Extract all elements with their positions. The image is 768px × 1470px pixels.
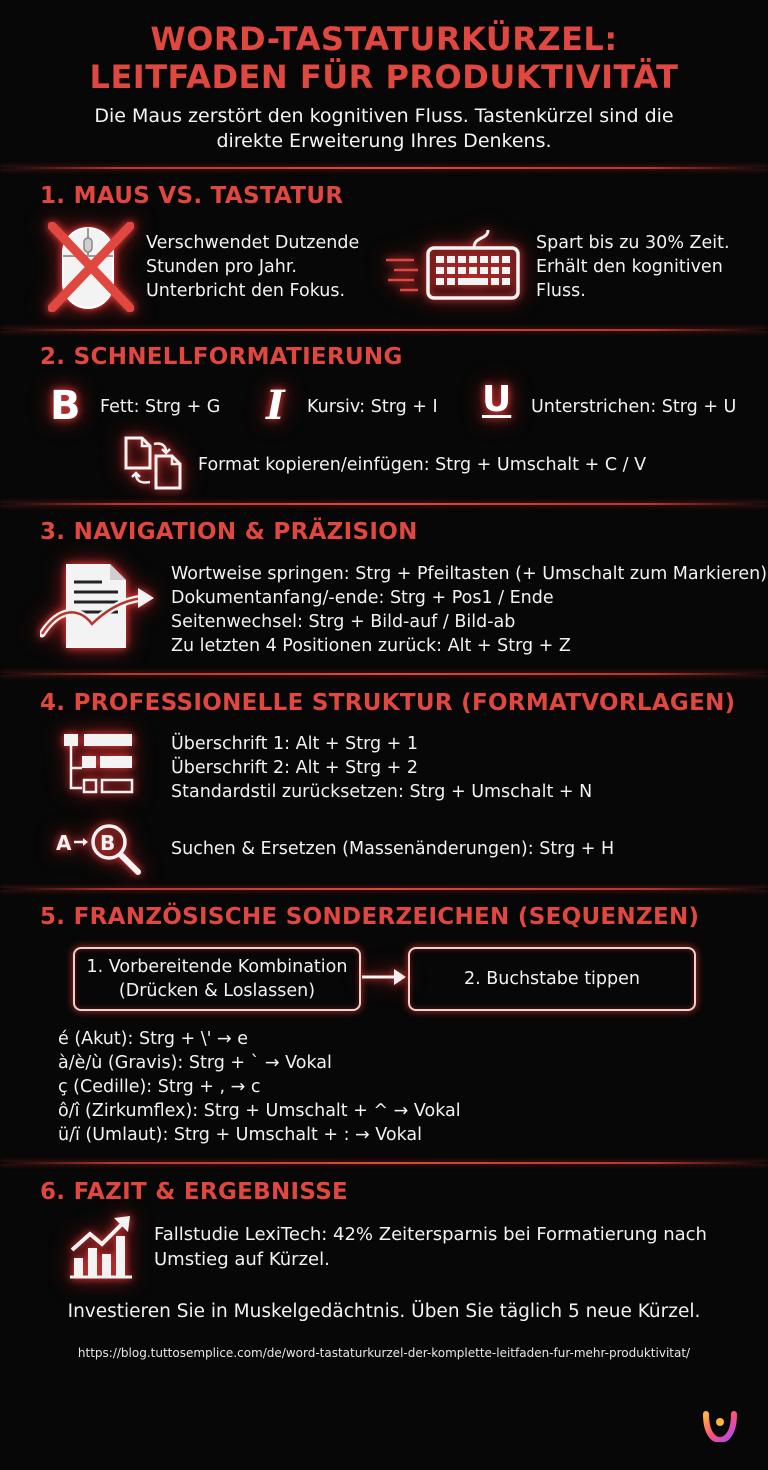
step-1-line-1: 1. Vorbereitende Kombination (86, 957, 348, 977)
growth-chart-icon (66, 1214, 136, 1280)
arrow-right-icon (360, 966, 408, 988)
section-5-heading: 5. FRANZÖSISCHE SONDERZEICHEN (SEQUENZEN) (40, 904, 700, 930)
mouse-line-3: Unterbricht den Fokus. (146, 281, 346, 301)
find-replace-icon (54, 818, 150, 876)
crossed-mouse-icon (48, 222, 134, 312)
keyboard-line-2: Erhält den kognitiven (536, 257, 723, 277)
section-4-heading: 4. PROFESSIONELLE STRUKTUR (FORMATVORLAGEN) (40, 690, 736, 716)
page-title (0, 20, 768, 96)
divider (0, 167, 768, 169)
sequence-step-1-text (87, 955, 348, 1003)
case-study (154, 1222, 707, 1272)
keyboard-icon (384, 226, 524, 302)
section-2-heading: 2. SCHNELLFORMATIERUNG (40, 344, 403, 370)
keyboard-line-1: Spart bis zu 30% Zeit. (536, 233, 730, 253)
accent-list (58, 1027, 461, 1147)
structure-line-2: Überschrift 2: Alt + Strg + 2 (171, 758, 419, 778)
divider (0, 673, 768, 675)
structure-line-3: Standardstil zurücksetzen: Strg + Umschalt + N (171, 782, 593, 802)
navigation-line-2: Dokumentanfang/-ende: Strg + Pos1 / Ende (171, 588, 554, 608)
step-1-line-2: (Drücken & Loslassen) (118, 981, 316, 1001)
divider (0, 503, 768, 505)
underline-icon: U (482, 379, 512, 420)
accent-line-2: à/è/ù (Gravis): Strg + ` → Vokal (58, 1053, 332, 1073)
underline-shortcut: Unterstrichen: Strg + U (531, 397, 737, 417)
mouse-line-2: Stunden pro Jahr. (146, 257, 297, 277)
keyboard-line-3: Fluss. (536, 281, 586, 301)
italic-icon: I (266, 382, 285, 429)
find-replace-letter-b: B (100, 831, 116, 855)
subtitle-line-1: Die Maus zerstört den kognitiven Fluss. Tastenkürzel sind die (94, 105, 674, 127)
navigation-list (171, 562, 767, 658)
keyboard-description (536, 231, 730, 303)
structure-list (171, 732, 592, 804)
navigation-line-1: Wortweise springen: Strg + Pfeiltasten (+ Umschalt zum Markieren) (171, 564, 768, 584)
accent-line-4: ô/î (Zirkumflex): Strg + Umschalt + ^ → Vokal (58, 1101, 461, 1121)
title-line-1: WORD-TASTATURKÜRZEL: (150, 20, 618, 58)
brand-logo (702, 1408, 738, 1442)
navigation-line-3: Seitenwechsel: Strg + Bild-auf / Bild-ab (171, 612, 516, 632)
format-painter-icon (122, 436, 184, 490)
section-6-heading: 6. FAZIT & ERGEBNISSE (40, 1179, 349, 1205)
accent-line-1: é (Akut): Strg + \' → e (58, 1029, 248, 1049)
title-line-2: LEITFADEN FÜR PRODUKTIVITÄT (89, 58, 679, 96)
divider (0, 1162, 768, 1164)
case-study-line-2: Umstieg auf Kürzel. (154, 1249, 330, 1270)
accent-line-5: ü/ï (Umlaut): Strg + Umschalt + : → Vokal (58, 1125, 423, 1145)
mouse-line-1: Verschwendet Dutzende (146, 233, 360, 253)
structure-line-1: Überschrift 1: Alt + Strg + 1 (171, 734, 419, 754)
case-study-line-1: Fallstudie LexiTech: 42% Zeitersparnis bei Formatierung nach (154, 1224, 707, 1245)
navigation-line-4: Zu letzten 4 Positionen zurück: Alt + Strg + Z (171, 636, 571, 656)
sequence-step-2 (408, 947, 696, 1011)
source-url[interactable]: https://blog.tuttosemplice.com/de/word-tastaturkurzel-der-komplette-leitfaden-fur-mehr-produktivitat/ (77, 1346, 691, 1360)
italic-shortcut: Kursiv: Strg + I (307, 397, 438, 417)
section-1-heading: 1. MAUS VS. TASTATUR (40, 183, 344, 209)
find-replace-shortcut: Suchen & Ersetzen (Massenänderungen): Strg + H (171, 839, 615, 859)
bold-icon: B (50, 383, 81, 429)
section-3-heading: 3. NAVIGATION & PRÄZISION (40, 519, 418, 545)
divider (0, 888, 768, 890)
mouse-description (146, 231, 359, 303)
divider (0, 329, 768, 331)
sequence-step-1 (73, 947, 361, 1011)
format-painter-shortcut: Format kopieren/einfügen: Strg + Umschalt + C / V (198, 455, 647, 475)
step-2-label: 2. Buchstabe tippen (463, 969, 640, 989)
styles-hierarchy-icon (60, 732, 136, 798)
find-replace-letter-a: A (56, 831, 72, 855)
bold-shortcut: Fett: Strg + G (100, 397, 221, 417)
subtitle-line-2: direkte Erweiterung Ihres Denkens. (216, 130, 552, 152)
accent-line-3: ç (Cedille): Strg + , → c (58, 1077, 261, 1097)
closing-statement: Investieren Sie in Muskelgedächtnis. Üben Sie täglich 5 neue Kürzel. (67, 1301, 701, 1322)
document-navigation-icon (40, 558, 158, 654)
page-subtitle (60, 104, 708, 154)
